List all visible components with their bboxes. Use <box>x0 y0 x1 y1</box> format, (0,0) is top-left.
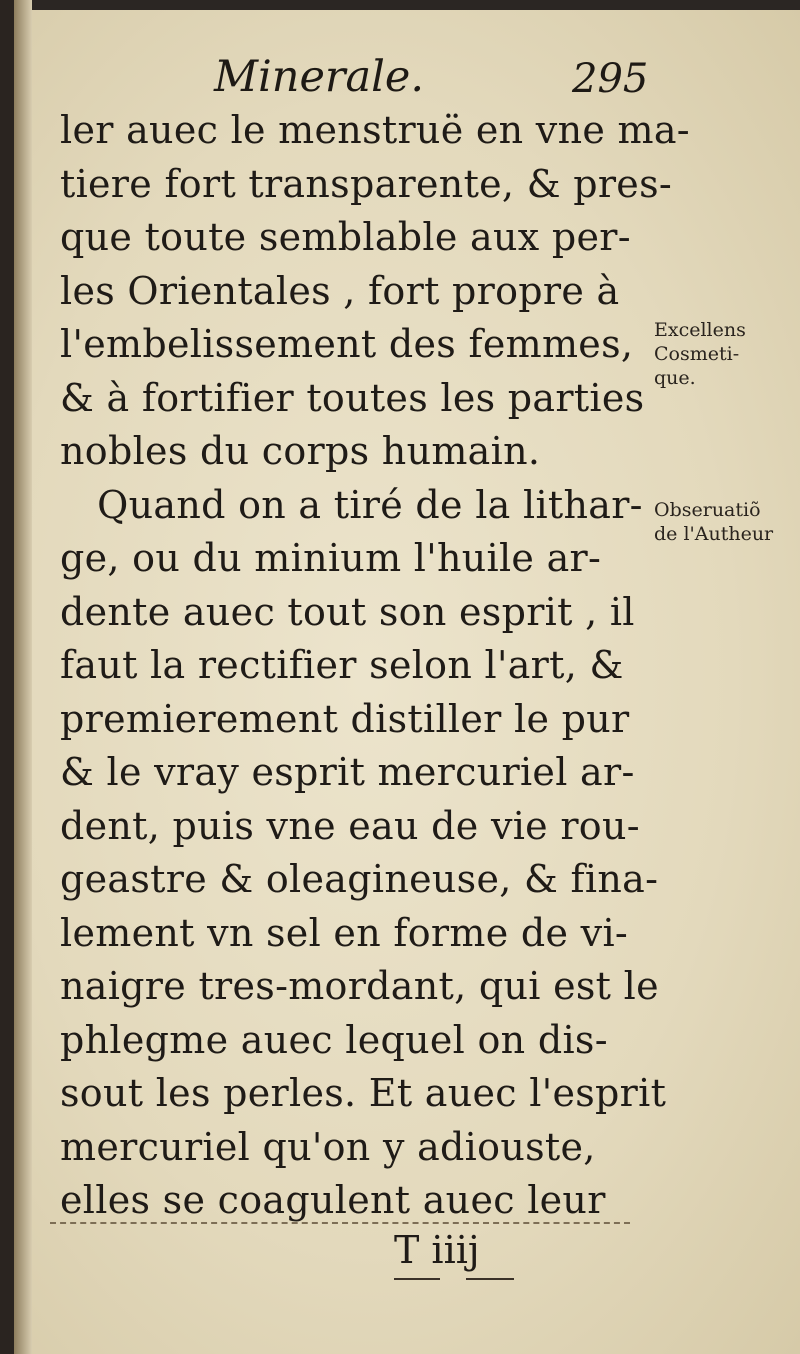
text-line: mercuriel qu'on y adiouste, <box>60 1124 596 1169</box>
text-line: les Orientales , fort propre à <box>60 268 620 313</box>
text-line: l'embelissement des femmes, <box>60 322 634 366</box>
margin-note-observation <box>654 498 800 546</box>
margin-note-line: Excellens <box>654 319 746 341</box>
text-line: lement vn sel en forme de vi- <box>60 910 629 955</box>
top-border <box>14 0 800 10</box>
margin-note-line: Cosmeti- <box>654 343 740 365</box>
margin-note-cosmetic <box>654 318 800 390</box>
page-number: 295 <box>572 56 649 102</box>
text-line: elles se coagulent auec leur <box>60 1178 606 1222</box>
text-line: naigre tres-mordant, qui est le <box>60 964 659 1008</box>
signature-underline <box>466 1278 514 1280</box>
text-line: Quand on a tiré de la lithar- <box>60 482 643 527</box>
text-line: geastre & oleagineuse, & fina- <box>60 857 659 901</box>
text-line: & le vray esprit mercuriel ar- <box>60 750 635 794</box>
page-header <box>14 52 800 112</box>
margin-note-line: de l'Autheur <box>654 523 774 545</box>
bleed-through-dashes <box>50 1222 630 1224</box>
page-gutter <box>14 0 32 1354</box>
margin-note-line: Obseruatiõ <box>654 499 761 521</box>
signature-underline <box>394 1278 440 1280</box>
text-line: nobles du corps humain. <box>60 429 541 473</box>
text-line: dente auec tout son esprit , il <box>60 589 635 634</box>
text-line: ler auec le menstruë en vne ma- <box>60 108 690 152</box>
text-line: que toute semblable aux per- <box>60 215 631 259</box>
text-line: sout les perles. Et auec l'esprit <box>60 1071 667 1115</box>
text-line: dent, puis vne eau de vie rou- <box>60 803 640 848</box>
body-text <box>60 104 690 1228</box>
book-page <box>14 0 800 1354</box>
signature-mark: T iiij <box>394 1228 480 1272</box>
running-title: Minerale. <box>214 52 424 102</box>
text-line: faut la rectifier selon l'art, & <box>60 643 624 687</box>
text-line: premierement distiller le pur <box>60 696 630 741</box>
margin-note-line: que. <box>654 367 696 389</box>
text-line: tiere fort transparente, & pres- <box>60 161 673 206</box>
text-line: ge, ou du minium l'huile ar- <box>60 536 602 580</box>
text-line: & à fortifier toutes les parties <box>60 375 645 420</box>
text-line: phlegme auec lequel on dis- <box>60 1017 608 1062</box>
